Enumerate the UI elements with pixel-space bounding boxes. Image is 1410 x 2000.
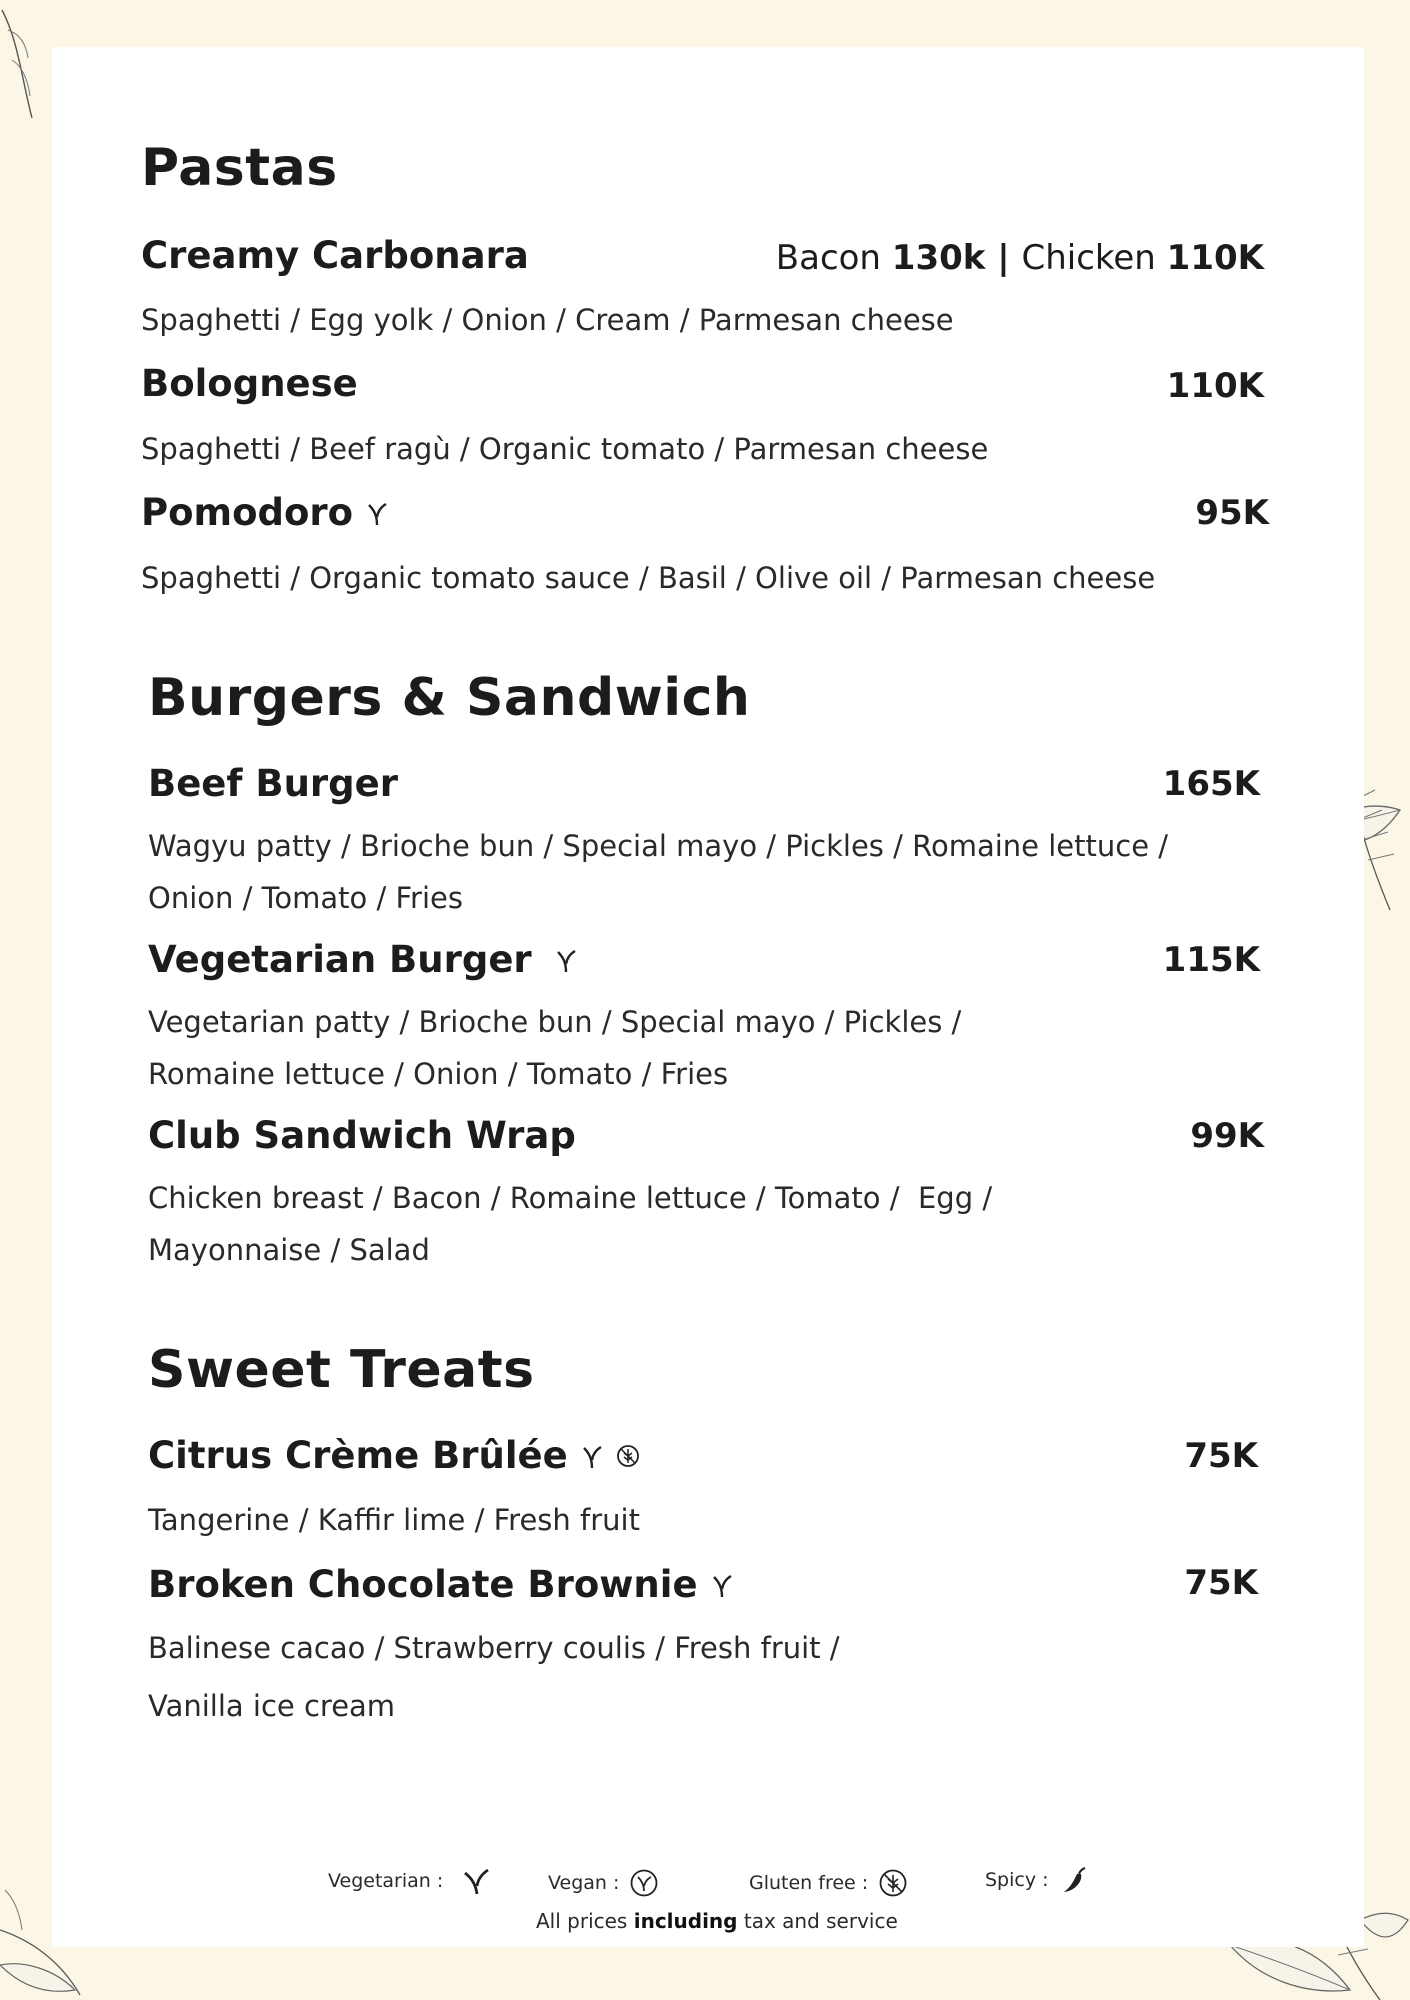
menu-item-description: Onion / Tomato / Fries bbox=[148, 881, 463, 915]
legend-label: Gluten free : bbox=[749, 1872, 869, 1894]
price-value: 130k bbox=[891, 238, 986, 278]
menu-item-name bbox=[141, 362, 358, 405]
item-name-text: Beef Burger bbox=[148, 762, 398, 805]
footer-prefix: All prices bbox=[536, 1909, 634, 1933]
menu-item-description: Balinese cacao / Strawberry coulis / Fresh fruit / bbox=[148, 1631, 840, 1665]
menu-item-price: 99K bbox=[1190, 1116, 1264, 1156]
item-name-text: Broken Chocolate Brownie bbox=[148, 1563, 698, 1606]
menu-item-price: 110K bbox=[1166, 366, 1264, 406]
menu-item-price: 165K bbox=[1162, 764, 1260, 804]
menu-item-description: Vegetarian patty / Brioche bun / Special mayo / Pickles / bbox=[148, 1005, 962, 1039]
menu-item-price: 75K bbox=[1184, 1563, 1258, 1603]
menu-item-description: Tangerine / Kaffir lime / Fresh fruit bbox=[148, 1503, 640, 1537]
item-name-text: Creamy Carbonara bbox=[141, 234, 529, 277]
vegetarian-icon bbox=[710, 1571, 734, 1599]
menu-item-description: Spaghetti / Egg yolk / Onion / Cream / Parmesan cheese bbox=[141, 303, 954, 337]
item-name-text: Citrus Crème Brûlée bbox=[148, 1434, 568, 1477]
price-separator: | bbox=[985, 238, 1022, 278]
legend-label: Spicy : bbox=[985, 1869, 1049, 1891]
menu-item-description: Wagyu patty / Brioche bun / Special mayo / Pickles / Romaine lettuce / bbox=[148, 829, 1169, 863]
menu-item-description: Vanilla ice cream bbox=[148, 1689, 396, 1723]
legend-label: Vegetarian : bbox=[328, 1870, 444, 1892]
menu-item-description: Spaghetti / Beef ragù / Organic tomato / Parmesan cheese bbox=[141, 432, 989, 466]
vegetarian-icon bbox=[554, 946, 578, 974]
legend-gluten-free bbox=[749, 1868, 908, 1898]
menu-item-name bbox=[148, 1563, 734, 1606]
price-value: 110K bbox=[1166, 238, 1264, 278]
footer-price-note bbox=[536, 1909, 898, 1933]
legend-vegetarian bbox=[328, 1866, 491, 1896]
item-name-text: Bolognese bbox=[141, 362, 358, 405]
menu-item-price: 95K bbox=[1195, 493, 1269, 533]
item-name-text: Club Sandwich Wrap bbox=[148, 1114, 576, 1157]
vegetarian-icon bbox=[580, 1442, 604, 1470]
price-label: Bacon bbox=[775, 238, 892, 278]
vegan-icon bbox=[629, 1868, 659, 1898]
menu-item-name bbox=[141, 234, 529, 277]
item-name-text: Vegetarian Burger bbox=[148, 938, 532, 981]
menu-item-name bbox=[148, 1434, 640, 1477]
section-title-burgers: Burgers & Sandwich bbox=[148, 668, 751, 728]
menu-item-name bbox=[148, 938, 578, 981]
menu-item-price: 115K bbox=[1162, 940, 1260, 980]
footer-bold: including bbox=[633, 1909, 738, 1933]
menu-item-description: Romaine lettuce / Onion / Tomato / Fries bbox=[148, 1057, 729, 1091]
spicy-icon bbox=[1059, 1865, 1089, 1895]
vegetarian-icon bbox=[365, 499, 389, 527]
vegetarian-icon bbox=[461, 1866, 491, 1896]
menu-item-name bbox=[148, 1114, 576, 1157]
section-title-pastas: Pastas bbox=[141, 138, 338, 198]
menu-item-description: Chicken breast / Bacon / Romaine lettuce / Tomato / Egg / bbox=[148, 1181, 993, 1215]
menu-item-price bbox=[776, 238, 1264, 278]
menu-item-name bbox=[148, 762, 398, 805]
gluten-free-icon bbox=[878, 1868, 908, 1898]
section-title-sweet-treats: Sweet Treats bbox=[148, 1340, 535, 1400]
menu-item-description: Spaghetti / Organic tomato sauce / Basil / Olive oil / Parmesan cheese bbox=[141, 561, 1156, 595]
leaf-decoration-top-left bbox=[0, 0, 40, 130]
footer-suffix: tax and service bbox=[737, 1909, 898, 1933]
legend-vegan bbox=[548, 1868, 659, 1898]
menu-item-name bbox=[141, 491, 389, 534]
legend-label: Vegan : bbox=[548, 1872, 620, 1894]
menu-item-description: Mayonnaise / Salad bbox=[148, 1233, 430, 1267]
price-label: Chicken bbox=[1021, 238, 1167, 278]
item-name-text: Pomodoro bbox=[141, 491, 354, 534]
gluten-free-icon bbox=[616, 1444, 640, 1468]
legend-spicy bbox=[985, 1865, 1089, 1895]
menu-item-price: 75K bbox=[1184, 1436, 1258, 1476]
